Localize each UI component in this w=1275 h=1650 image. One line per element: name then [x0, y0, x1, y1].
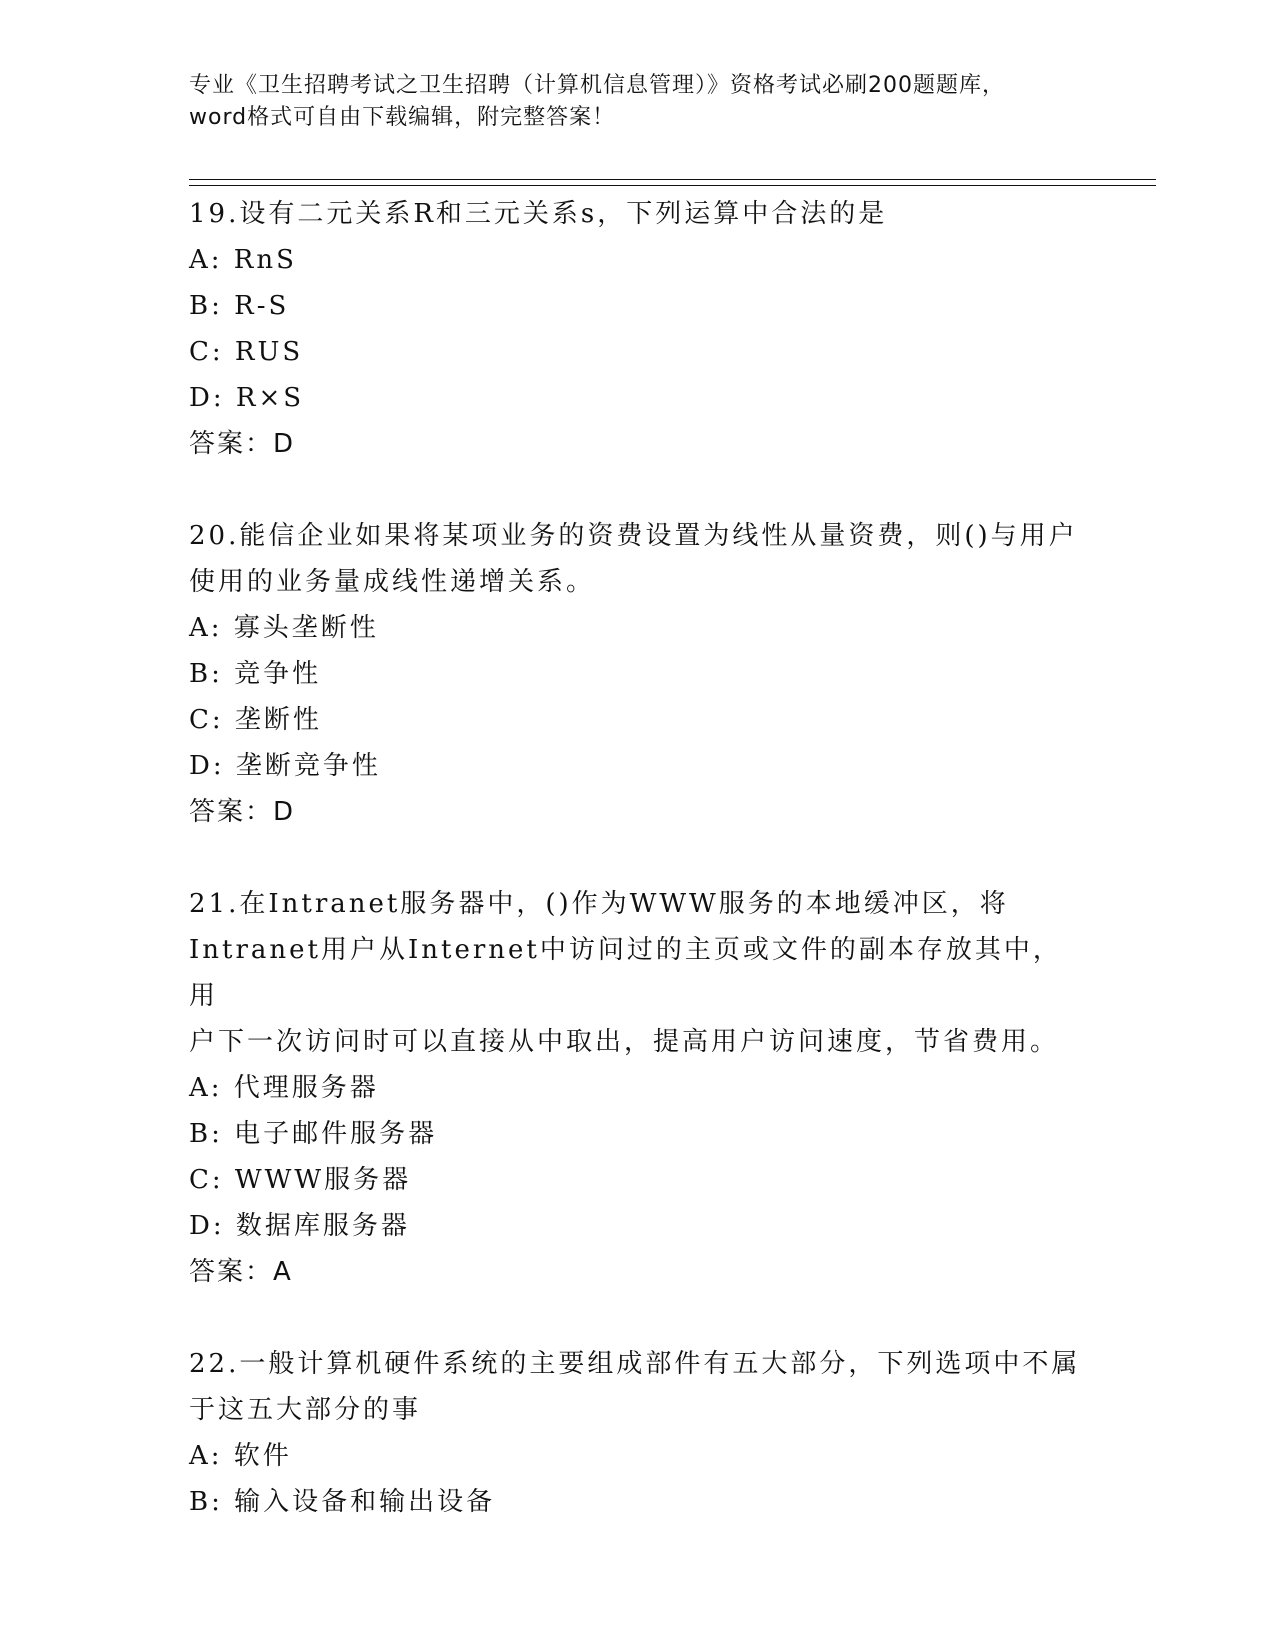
option-a: A: 寡头垄断性	[189, 613, 379, 643]
question-stem-line: 19.设有二元关系R和三元关系s，下列运算中合法的是	[189, 199, 888, 229]
answer-label: 答案：A	[189, 1257, 293, 1287]
header-divider-top	[189, 179, 1156, 180]
option-d: D: 垄断竞争性	[189, 751, 381, 781]
option-b: B: 电子邮件服务器	[189, 1119, 438, 1149]
option-d: D: 数据库服务器	[189, 1211, 410, 1241]
document-header	[189, 70, 1089, 134]
header-line-2: word格式可自由下载编辑，附完整答案！	[189, 105, 616, 130]
question-stem-line: Intranet用户从Internet中访问过的主页或文件的副本存放其中，用	[189, 935, 1062, 1011]
question-stem-line: 22.一般计算机硬件系统的主要组成部件有五大部分，下列选项中不属	[189, 1349, 1081, 1379]
question-21	[189, 881, 1089, 1295]
question-stem-line: 20.能信企业如果将某项业务的资费设置为线性从量资费，则()与用户	[189, 521, 1078, 551]
question-stem-line: 使用的业务量成线性递增关系。	[189, 567, 596, 597]
option-a: A: 软件	[189, 1441, 292, 1471]
question-stem-line: 21.在Intranet服务器中，()作为WWW服务的本地缓冲区，将	[189, 889, 1009, 919]
question-20	[189, 513, 1089, 835]
option-a: A: 代理服务器	[189, 1073, 379, 1103]
option-b: B: R-S	[189, 291, 290, 321]
header-line-1: 专业《卫生招聘考试之卫生招聘（计算机信息管理）》资格考试必刷200题题库，	[189, 73, 1005, 98]
option-c: C: 垄断性	[189, 705, 322, 735]
option-b: B: 输入设备和输出设备	[189, 1487, 496, 1517]
option-b: B: 竞争性	[189, 659, 322, 689]
question-19	[189, 191, 1089, 467]
option-c: C: WWW服务器	[189, 1165, 412, 1195]
header-divider-bottom	[189, 185, 1156, 186]
question-stem-line: 户下一次访问时可以直接从中取出，提高用户访问速度，节省费用。	[189, 1027, 1060, 1057]
answer-label: 答案：D	[189, 797, 296, 827]
question-22	[189, 1341, 1089, 1525]
answer-label: 答案：D	[189, 429, 296, 459]
option-c: C: RUS	[189, 337, 304, 367]
option-a: A: RnS	[189, 245, 297, 275]
option-d: D: R×S	[189, 383, 305, 413]
question-list	[189, 191, 1089, 1571]
question-stem-line: 于这五大部分的事	[189, 1395, 422, 1425]
